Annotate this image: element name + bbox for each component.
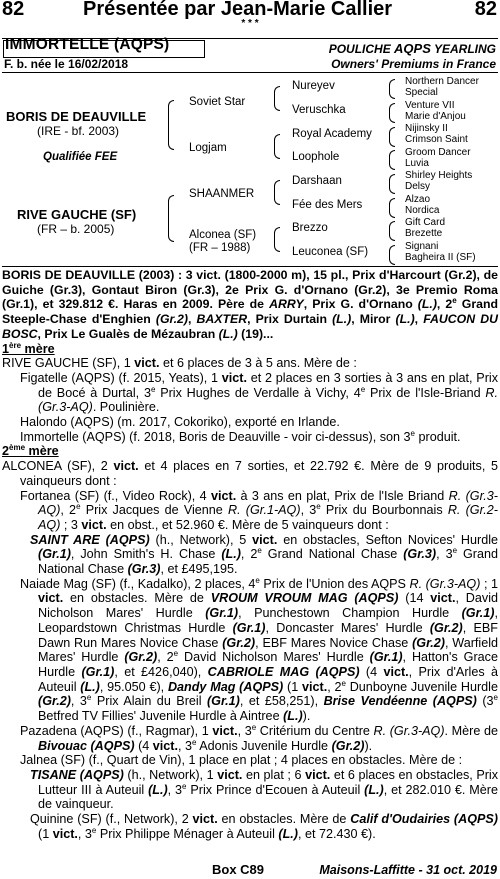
pedigree-gen3-royal-academy: Royal Academy (292, 128, 372, 140)
sire-brace (168, 100, 174, 150)
pedigree-gen4-bagheira: Bagheira II (SF) (405, 252, 476, 263)
dam-info: (FR – b. 2005) (37, 222, 115, 236)
brace-logjam (274, 134, 280, 159)
pedigree-gen4-northern-dancer: Northern Dancer (405, 76, 479, 87)
brace-alconea (274, 227, 280, 252)
sire-info: (IRE - bf. 2003) (37, 124, 120, 138)
lot-number-left: 82 (2, 0, 25, 20)
brace-brezzo (389, 221, 395, 241)
category-suffix: YEARLING (430, 42, 496, 56)
pedigree-gen4-delsy: Delsy (405, 181, 431, 192)
lot-number-right: 82 (474, 0, 497, 20)
pedigree-gen2-logjam: Logjam (189, 142, 227, 154)
pedigree-gen3-darshaan: Darshaan (292, 175, 342, 187)
pedigree-gen3-nureyev: Nureyev (292, 80, 335, 92)
pedigree-gen3-leuconea: Leuconea (SF) (292, 246, 369, 258)
brace-nureyev (389, 79, 395, 99)
brace-soviet-star (274, 86, 280, 111)
box-number: Box C89 (212, 862, 265, 877)
produce-figatelle: Figatelle (AQPS) (f. 2015, Yeats), 1 vict. et 2 places en 3 sorties à 3 ans en plat, Prix de Bocé à Durtal, 3e Prix Hughes de Verdalle à Vichy, 4e Prix de l'Isle-Briand R. (Gr.3-AQ). Poulinière. (20, 370, 498, 415)
pedigree-gen3-veruschka: Veruschka (292, 104, 346, 116)
page-title: Présentée par Jean-Marie Callier (83, 0, 393, 20)
pedigree-gen4-marie-danjou: Marie d'Anjou (405, 111, 466, 122)
sire-record: BORIS DE DEAUVILLE (2003) : 3 vict. (1800-2000 m), 15 pl., Prix d'Harcourt (Gr.2), de Guiche (Gr.3), Gontaut Biron (Gr.3), 2e Prix G. d'Ornano (Gr.2), 3e Premio Roma (Gr.1), et 329.812 €. Haras en 2009. Père de ARRY, Prix G. d'Ornano (L.), 2e Grand Steeple-Chase d'Enghien (Gr.2), BAXTER, Prix Durtain (L.), Miror (L.), FAUCON DU BOSC, Prix Le Gualès de Mézaubran (L.) (19)... (2, 268, 498, 341)
brace-leuconea (389, 245, 395, 265)
foaled-date: F. b. née le 16/02/2018 (4, 57, 129, 71)
dam-name: RIVE GAUCHE (SF) (17, 207, 137, 222)
first-dam-intro: RIVE GAUCHE (SF), 1 vict. et 6 places de 3 à 5 ans. Mère de : (2, 356, 357, 371)
venue-date: Maisons-Laffitte - 31 oct. 2019 (319, 863, 497, 877)
pedigree-gen2-shaanmer: SHAANMER (189, 188, 255, 200)
pedigree-gen4-venture-vii: Venture VII (405, 100, 455, 111)
pedigree-gen4-groom-dancer: Groom Dancer (405, 147, 471, 158)
produce-jalnea: Jalnea (SF) (f., Quart de Vin), 1 place en plat ; 4 places en obstacles. Mère de : (20, 753, 463, 768)
produce-halondo: Halondo (AQPS) (m. 2017, Cokoriko), exporté en Irlande. (20, 415, 340, 430)
pedigree-gen4-special: Special (405, 87, 438, 98)
pedigree-bottom-rule (2, 266, 498, 267)
horse-name: IMMORTELLE (AQPS) (5, 36, 170, 53)
produce-tisane: TISANE (AQPS) (h., Network), 1 vict. en plat ; 6 vict. et 6 places en obstacles, Prix Lutteur III à Auteuil (L.), 3e Prix Prince d'Ecouen à Auteuil (L.), et 282.010 €. Mère de vainqueur. (30, 767, 499, 812)
second-dam-heading: 2ème mère (2, 443, 59, 459)
produce-pazadena: Pazadena (AQPS) (f., Ragmar), 1 vict., 3e Critérium du Centre R. (Gr.3-AQ). Mère de Bivouac (AQPS) (4 vict., 3e Adonis Juvenile Hurdle (Gr.2)). (20, 722, 498, 753)
category-prefix: POULICHE (328, 42, 395, 56)
pedigree-gen4-crimson-saint: Crimson Saint (405, 134, 468, 145)
brace-darshaan (389, 174, 395, 194)
brace-loophole (389, 150, 395, 170)
pedigree-gen4-signani: Signani (405, 241, 439, 252)
second-dam-intro: ALCONEA (SF), 2 vict. et 4 places en 7 sorties, et 22.792 €. Mère de 9 produits, 5 vainqueurs dont : (2, 459, 498, 488)
pedigree-gen3-fee-des-mers: Fée des Mers (292, 199, 363, 211)
pedigree-gen4-luvia: Luvia (405, 158, 429, 169)
sire-name: BORIS DE DEAUVILLE (6, 109, 147, 124)
sire-note: Qualifiée FEE (43, 151, 118, 163)
pedigree-gen4-nordica: Nordica (405, 205, 440, 216)
pedigree-gen2-alconea-info: (FR – 1988) (189, 242, 251, 254)
owners-premiums: Owners' Premiums in France (331, 57, 496, 71)
pedigree-gen4-alzao: Alzao (405, 194, 431, 205)
pedigree-gen4-nijinsky: Nijinsky II (405, 123, 448, 134)
catalogue-body (2, 268, 498, 841)
pedigree-gen4-brezette: Brezette (405, 228, 443, 239)
brace-fee-des-mers (389, 198, 395, 218)
produce-quinine: Quinine (SF) (f., Network), 2 vict. en obstacles. Mère de Calif d'Oudairies (AQPS) (1 vict., 3e Prix Philippe Ménager à Auteuil (L.), et 72.430 €). (30, 812, 498, 841)
horse-category (329, 41, 496, 56)
produce-immortelle: Immortelle (AQPS) (f. 2018, Boris de Deauville - voir ci-dessus), son 3e produit. (20, 428, 461, 444)
pedigree-gen2-alconea: Alconea (SF) (189, 229, 257, 241)
pedigree-gen4-gift-card: Gift Card (405, 217, 446, 228)
produce-saint-are: SAINT ARE (AQPS) (h., Network), 5 vict. en obstacles, Sefton Novices' Hurdle (Gr.1), John Smith's H. Chase (L.), 2e Grand National Chase (Gr.3), 3e Grand National Chase (Gr.3), et £495,195. (30, 532, 499, 577)
produce-fortanea: Fortanea (SF) (f., Video Rock), 4 vict. à 3 ans en plat, Prix de l'Isle Briand R. (Gr.3-AQ), 2e Prix Jacques de Vienne R. (Gr.1-AQ), 3e Prix du Bourbonnais R. (Gr.2-AQ) ; 3 vict. en obst., et 52.960 €. Mère de 5 vainqueurs dont : (20, 488, 498, 532)
brace-royal-academy (389, 127, 395, 147)
pedigree-gen2-soviet-star: Soviet Star (189, 96, 246, 108)
pedigree-gen4-shirley-heights: Shirley Heights (405, 170, 473, 181)
pedigree-gen3-brezzo: Brezzo (292, 222, 328, 234)
category-aqps: AQPS (394, 41, 431, 56)
dam-brace (168, 195, 174, 242)
brace-shaanmer (274, 180, 280, 205)
produce-naiade-mag: Naiade Mag (SF) (f., Kadalko), 2 places, 4e Prix de l'Union des AQPS R. (Gr.3-AQ) ; 1 vict. en obstacles. Mère de VROUM VROUM MAG (AQPS) (14 vict., David Nicholson Mares' Hurdle (Gr.1), Punchestown Champion Hurdle (Gr.1), Leopardstown Christmas Hurdle (Gr.1), Doncaster Mares' Hurdle (Gr.2), EBF Dawn Run Mares Novice Chase (Gr.2), EBF Mares Novice Chase (Gr.2), Warfield Mares' Hurdle (Gr.2), 2e David Nicholson Mares' Hurdle (Gr.1), Hatton's Grace Hurdle (Gr.1), et £426,040), CABRIOLE MAG (AQPS) (4 vict., Prix d'Arles à Auteuil (L.), 95.050 €), Dandy Mag (AQPS) (1 vict., 2e Dunboyne Juvenile Hurdle (Gr.2), 3e Prix Alain du Breil (Gr.1), et £58,251), Brise Vendéenne (AQPS) (3e Betfred TV Fillies' Juvenile Hurdle à Aintree (L.)). (20, 575, 499, 724)
title-stars: * * * (241, 18, 259, 29)
pedigree-gen3-loophole: Loophole (292, 151, 340, 163)
first-dam-heading: 1ère mère (2, 340, 55, 356)
brace-veruschka (389, 103, 395, 123)
pedigree-top-rule (2, 72, 498, 73)
